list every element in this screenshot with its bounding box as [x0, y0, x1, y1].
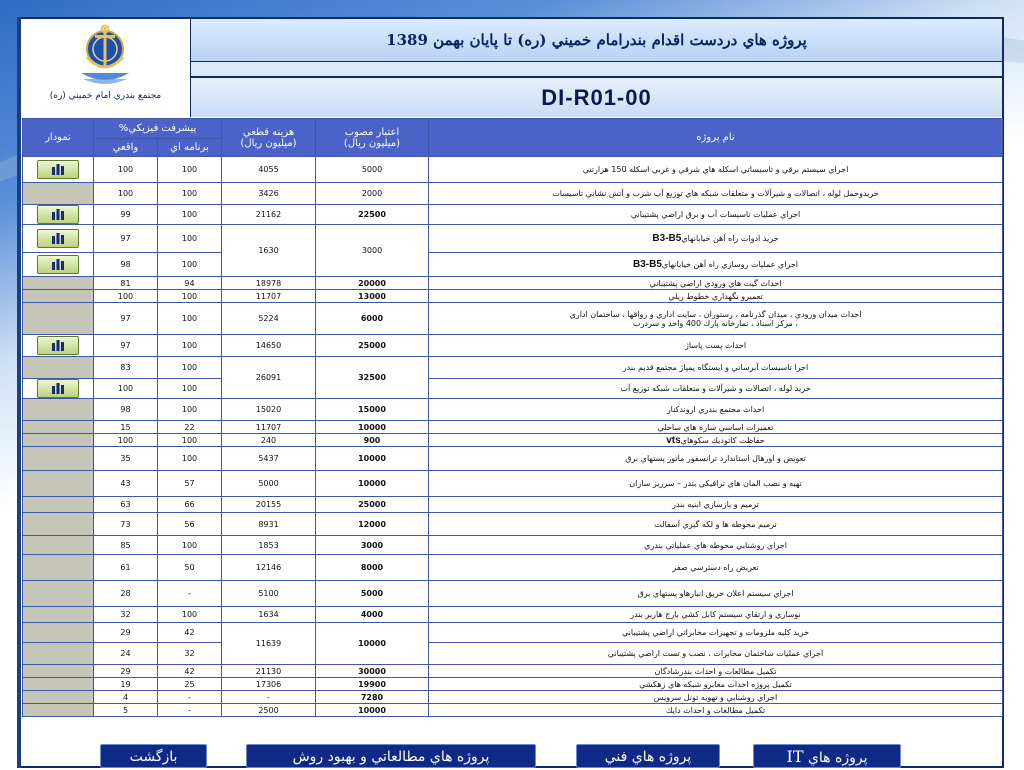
- project-name-text: خريد ادوات راه آهن خيابانهاي: [681, 234, 779, 243]
- actual-value: 43: [94, 471, 158, 497]
- cost-value: 240: [222, 434, 316, 447]
- cost-value: 1630: [222, 225, 316, 277]
- cost-value: 8931: [222, 513, 316, 536]
- project-name: اجراي روشنايي محوطه هاي عملياتي بندري: [429, 536, 1003, 555]
- budget-value: 10000: [316, 623, 429, 665]
- project-code: B3-B5: [652, 233, 682, 244]
- chart-cell: [23, 704, 94, 717]
- chart-cell: [23, 643, 94, 665]
- planned-value: 100: [158, 357, 222, 379]
- planned-value: 100: [158, 183, 222, 205]
- it-projects-label: پروژه هاي: [807, 750, 868, 766]
- project-name-text: اجراي عمليات روسازي راه آهن خيابانهاي: [661, 260, 798, 269]
- chart-cell: [23, 335, 94, 357]
- planned-value: 50: [158, 555, 222, 581]
- logo-cell: [21, 19, 191, 117]
- actual-value: 97: [94, 335, 158, 357]
- project-name: اجراي روشنايي و تهويه تونل سرويس: [429, 691, 1003, 704]
- anchor-logo-icon: [79, 23, 131, 87]
- chart-cell: [23, 513, 94, 536]
- project-code: vts: [666, 434, 681, 446]
- back-button[interactable]: بازگشت: [100, 744, 207, 768]
- project-name: نوسازي و ارتقاي سيستم كابل كشي بارج هاربر بندر: [429, 607, 1003, 623]
- project-name: احداث پست پاساژ: [429, 335, 1003, 357]
- budget-value: 10000: [316, 471, 429, 497]
- actual-value: 98: [94, 399, 158, 421]
- cost-value: 21162: [222, 205, 316, 225]
- chart-cell: [23, 183, 94, 205]
- chart-cell: [23, 691, 94, 704]
- actual-value: 32: [94, 607, 158, 623]
- bar-chart-icon: [52, 232, 64, 244]
- planned-value: -: [158, 704, 222, 717]
- actual-value: 61: [94, 555, 158, 581]
- col-cost: [222, 119, 316, 157]
- cost-value: 2500: [222, 704, 316, 717]
- chart-cell: [23, 379, 94, 399]
- project-name: تكميل پروژه احداث معابرو شبكه هاي زهكشي: [429, 678, 1003, 691]
- project-name: اجراي سيستم برقي و تاسيساتي اسكله هاي شرقي و غربي اسكله 150 هزارتني: [429, 157, 1003, 183]
- project-name: تعميرو نگهداري خطوط ريلي: [429, 290, 1003, 303]
- cost-value: 5224: [222, 303, 316, 335]
- chart-cell: [23, 421, 94, 434]
- project-name: ترميم محوطه ها و لكه گيري آسفالت: [429, 513, 1003, 536]
- actual-value: 100: [94, 379, 158, 399]
- chart-cell: [23, 581, 94, 607]
- budget-value: 22500: [316, 205, 429, 225]
- actual-value: 15: [94, 421, 158, 434]
- actual-value: 85: [94, 536, 158, 555]
- chart-cell: [23, 607, 94, 623]
- col-progress: %پيشرفت فيزيكي: [94, 119, 222, 139]
- project-name: [429, 434, 1003, 447]
- studies-projects-button[interactable]: پروژه هاي مطالعاتي و بهبود روش: [246, 744, 536, 768]
- project-name: اجرا تاسيسات آبرساني و ايستگاه پمپاژ مجتمع قديم بندر: [429, 357, 1003, 379]
- it-projects-button[interactable]: [753, 744, 901, 768]
- actual-value: 5: [94, 704, 158, 717]
- projects-table: [22, 118, 1003, 717]
- project-name: [429, 225, 1003, 253]
- actual-value: 83: [94, 357, 158, 379]
- planned-value: 100: [158, 303, 222, 335]
- budget-value: 5000: [316, 581, 429, 607]
- actual-value: 63: [94, 497, 158, 513]
- budget-value: 32500: [316, 357, 429, 399]
- cost-value: 12146: [222, 555, 316, 581]
- project-name: تكميل مطالعات و احداث بندرشادگان: [429, 665, 1003, 678]
- chart-cell: [23, 497, 94, 513]
- it-projects-latin: IT: [786, 747, 804, 766]
- page-title: پروژه هاي دردست اقدام بندرامام خميني (ره) تا پايان بهمن 1389: [386, 31, 807, 49]
- planned-value: 100: [158, 399, 222, 421]
- budget-value: 7280: [316, 691, 429, 704]
- chart-cell: [23, 157, 94, 183]
- budget-value: 15000: [316, 399, 429, 421]
- planned-value: 100: [158, 205, 222, 225]
- project-name: تعميرات اساسي سازه هاي ساحلي: [429, 421, 1003, 434]
- chart-cell: [23, 290, 94, 303]
- actual-value: 81: [94, 277, 158, 290]
- project-name-line1: احداث ميدان ورودي ، ميدان گذرنامه ، رستوران ، سايت اداري و رواقها ، ساختمان اداري: [569, 309, 862, 319]
- planned-value: 25: [158, 678, 222, 691]
- bar-chart-icon: [52, 339, 64, 351]
- planned-value: 100: [158, 379, 222, 399]
- actual-value: 97: [94, 303, 158, 335]
- bar-chart-icon: [52, 163, 64, 175]
- project-name: تكميل مطالعات و احداث دايك: [429, 704, 1003, 717]
- actual-value: 4: [94, 691, 158, 704]
- planned-value: 22: [158, 421, 222, 434]
- bar-chart-icon: [52, 258, 64, 270]
- actual-value: 24: [94, 643, 158, 665]
- bar-chart-icon: [52, 208, 64, 220]
- actual-value: 73: [94, 513, 158, 536]
- planned-value: 100: [158, 335, 222, 357]
- planned-value: -: [158, 581, 222, 607]
- col-cost-title: هزينه قطعي: [242, 126, 295, 138]
- chart-button[interactable]: [37, 336, 79, 355]
- chart-cell: [23, 678, 94, 691]
- planned-value: 100: [158, 607, 222, 623]
- chart-cell: [23, 225, 94, 253]
- budget-value: 20000: [316, 277, 429, 290]
- cost-value: 5437: [222, 447, 316, 471]
- chart-cell: [23, 399, 94, 421]
- planned-value: 100: [158, 253, 222, 277]
- cost-value: 11707: [222, 421, 316, 434]
- cost-value: 5100: [222, 581, 316, 607]
- chart-cell: [23, 205, 94, 225]
- project-name: ترميم و بازسازي ابنيه بندر: [429, 497, 1003, 513]
- project-name: احداث مجتمع بندري اروندكنار: [429, 399, 1003, 421]
- budget-value: 25000: [316, 335, 429, 357]
- actual-value: 29: [94, 623, 158, 643]
- planned-value: 100: [158, 157, 222, 183]
- budget-value: 30000: [316, 665, 429, 678]
- org-name: مجتمع بندري امام خميني (ره): [49, 91, 162, 101]
- planned-value: 100: [158, 225, 222, 253]
- planned-value: 57: [158, 471, 222, 497]
- title-separator: [191, 62, 1002, 78]
- cost-value: 11707: [222, 290, 316, 303]
- project-name: [429, 303, 1003, 335]
- budget-value: 3000: [316, 536, 429, 555]
- actual-value: 98: [94, 253, 158, 277]
- document-code: DI-R01-00: [541, 85, 652, 110]
- chart-cell: [23, 357, 94, 379]
- budget-value: 900: [316, 434, 429, 447]
- chart-cell: [23, 555, 94, 581]
- planned-value: 100: [158, 290, 222, 303]
- cost-value: 5000: [222, 471, 316, 497]
- chart-button[interactable]: [37, 379, 79, 398]
- planned-value: 56: [158, 513, 222, 536]
- chart-cell: [23, 447, 94, 471]
- cost-value: 11639: [222, 623, 316, 665]
- col-budget-unit: (ميليون ريال): [343, 137, 401, 149]
- budget-value: 10000: [316, 447, 429, 471]
- actual-value: 100: [94, 290, 158, 303]
- project-name: خريد لوله ، اتصالات و شيرآلات و متعلقات شبكه توزيع آب: [429, 379, 1003, 399]
- chart-button[interactable]: [37, 255, 79, 274]
- actual-value: 35: [94, 447, 158, 471]
- planned-value: 100: [158, 536, 222, 555]
- chart-cell: [23, 536, 94, 555]
- cost-value: 20155: [222, 497, 316, 513]
- chart-cell: [23, 665, 94, 678]
- planned-value: 42: [158, 665, 222, 678]
- project-name: تعويض و اورهال استاندارد ترانسفور ماتور پستهاي برق: [429, 447, 1003, 471]
- frame-left-border: [17, 17, 21, 768]
- cost-value: 1634: [222, 607, 316, 623]
- chart-cell: [23, 277, 94, 290]
- title-row: [191, 19, 1002, 63]
- planned-value: -: [158, 691, 222, 704]
- budget-value: 8000: [316, 555, 429, 581]
- project-name: اجراي عمليات ساختمان مخابرات ، نصب و تست اراضي پشتيباني: [429, 643, 1003, 665]
- budget-value: 13000: [316, 290, 429, 303]
- chart-cell: [23, 623, 94, 643]
- planned-value: 94: [158, 277, 222, 290]
- budget-value: 4000: [316, 607, 429, 623]
- header: [21, 19, 1002, 117]
- actual-value: 100: [94, 434, 158, 447]
- chart-cell: [23, 253, 94, 277]
- project-name: اجراي عمليات تاسيسات آب و برق اراضي پشتيباني: [429, 205, 1003, 225]
- cost-value: 1853: [222, 536, 316, 555]
- project-name: [429, 253, 1003, 277]
- budget-value: 5000: [316, 157, 429, 183]
- chart-button[interactable]: [37, 205, 79, 224]
- actual-value: 99: [94, 205, 158, 225]
- cost-value: 18978: [222, 277, 316, 290]
- chart-button[interactable]: [37, 229, 79, 248]
- technical-projects-button[interactable]: پروژه هاي فني: [576, 744, 720, 768]
- actual-value: 19: [94, 678, 158, 691]
- actual-value: 29: [94, 665, 158, 678]
- actual-value: 100: [94, 157, 158, 183]
- project-name: تهيه و نصب المان هاي ترافيكي بندر – سرريز سازان: [429, 471, 1003, 497]
- col-planned: برنامه اي: [158, 139, 222, 157]
- cost-value: 21130: [222, 665, 316, 678]
- col-budget-title: اعتبار مصوب: [344, 126, 400, 138]
- code-row: [191, 78, 1002, 117]
- col-project-name: نام پروژه: [429, 119, 1003, 157]
- planned-value: 66: [158, 497, 222, 513]
- planned-value: 42: [158, 623, 222, 643]
- project-name: خريدوحمل لوله ، اتصالات و شيرآلات و متعلقات شبكه هاي توزيع آب شرب و آتش نشاني تاسيسات: [429, 183, 1003, 205]
- budget-value: 12000: [316, 513, 429, 536]
- actual-value: 97: [94, 225, 158, 253]
- project-name-line2: ، مركز اسناد ، نمازخانه پارك 400 واحد و سردرب: [633, 318, 798, 328]
- cost-value: 15020: [222, 399, 316, 421]
- project-name: خريد كليه ملزومات و تجهيزات مخابراتي اراضي پشتيباني: [429, 623, 1003, 643]
- actual-value: 28: [94, 581, 158, 607]
- cost-value: 17306: [222, 678, 316, 691]
- budget-value: 10000: [316, 421, 429, 434]
- project-code: B3-B5: [633, 259, 662, 270]
- budget-value: 19900: [316, 678, 429, 691]
- budget-value: 6000: [316, 303, 429, 335]
- cost-value: 3426: [222, 183, 316, 205]
- budget-value: 2000: [316, 183, 429, 205]
- budget-value: 10000: [316, 704, 429, 717]
- col-chart: نمودار: [23, 119, 94, 157]
- cost-value: 4055: [222, 157, 316, 183]
- chart-cell: [23, 471, 94, 497]
- budget-value: 25000: [316, 497, 429, 513]
- col-actual: واقعي: [94, 139, 158, 157]
- budget-value: 3000: [316, 225, 429, 277]
- cost-value: 14650: [222, 335, 316, 357]
- bar-chart-icon: [52, 382, 64, 394]
- project-name-text: حفاظت كاتوديك سكوهاي: [680, 435, 765, 445]
- project-name: احداث گيت هاي ورودي اراضي پشتيباني: [429, 277, 1003, 290]
- chart-cell: [23, 434, 94, 447]
- cost-value: -: [222, 691, 316, 704]
- cost-value: 26091: [222, 357, 316, 399]
- chart-button[interactable]: [37, 160, 79, 179]
- chart-cell: [23, 303, 94, 335]
- col-budget: [316, 119, 429, 157]
- planned-value: 100: [158, 434, 222, 447]
- project-name: اجراي سيستم اعلان حريق انبارهاو پستهاي برق: [429, 581, 1003, 607]
- actual-value: 100: [94, 183, 158, 205]
- planned-value: 100: [158, 447, 222, 471]
- col-cost-unit: (ميليون ريال): [240, 137, 297, 149]
- project-name: تعريض راه دسترسي صفر: [429, 555, 1003, 581]
- planned-value: 32: [158, 643, 222, 665]
